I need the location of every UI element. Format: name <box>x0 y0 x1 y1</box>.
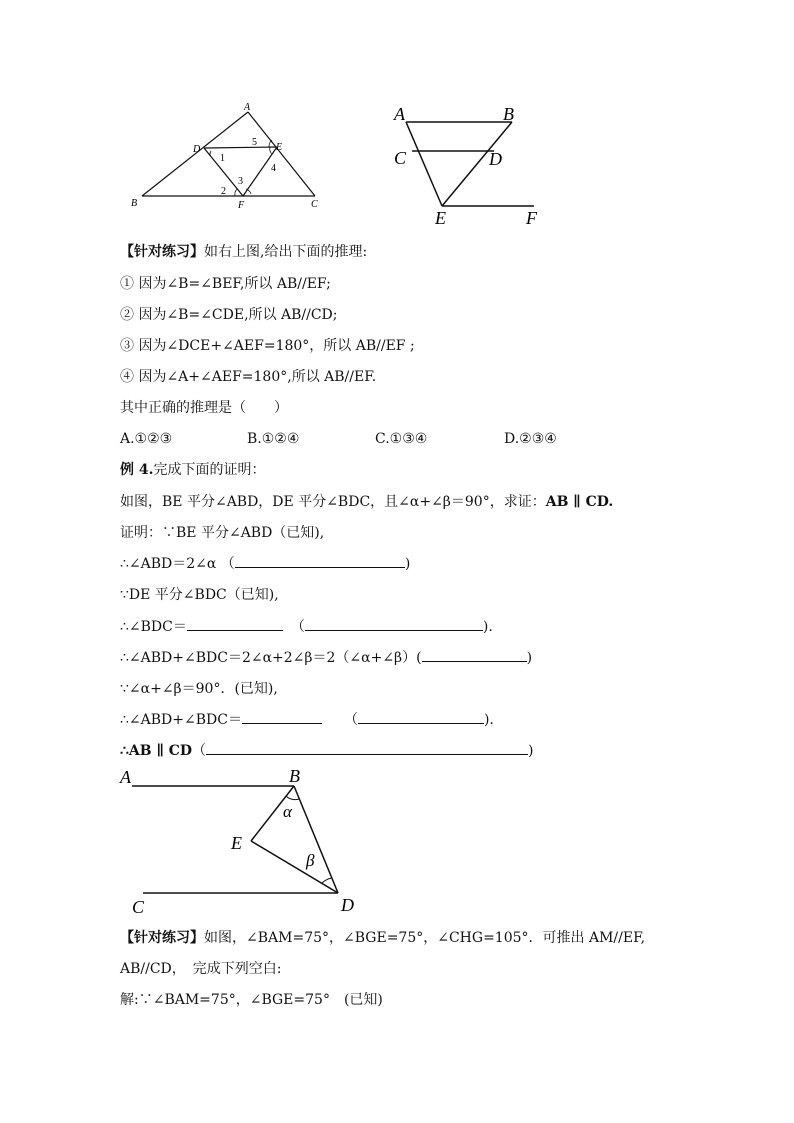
proof-line-6-text: ∴∠ABD+∠BDC＝ <box>120 712 242 728</box>
practice1-title: 【针对练习】 <box>120 244 204 260</box>
practice1-item-1: ① 因为∠B=∠BEF,所以 AB//EF; <box>120 276 331 292</box>
label-f: F <box>238 200 245 211</box>
statement-text: 如图，BE 平分∠ABD，DE 平分∠BDC，且∠α+∠β＝90°，求证： <box>120 494 546 510</box>
label-d: D <box>341 895 354 915</box>
line-de <box>204 147 277 148</box>
angle-2: 2 <box>221 186 226 197</box>
proof-line-7-text: ∴AB ∥ CD <box>120 743 193 759</box>
practice1-question: 其中正确的推理是（ ） <box>120 400 288 416</box>
label-alpha: α <box>283 802 292 821</box>
proof-line-6-open: （ <box>343 712 358 728</box>
label-d: D <box>193 144 201 155</box>
option-b: B.①②④ <box>247 431 300 447</box>
angle-1: 1 <box>220 153 225 164</box>
blank-3[interactable] <box>305 618 483 631</box>
example4-heading <box>120 461 266 479</box>
proof-line-3-close: ). <box>482 619 493 635</box>
label-b: B <box>503 104 514 124</box>
practice2-line-1 <box>120 929 645 947</box>
label-c: C <box>394 148 407 168</box>
proof-line-6 <box>120 711 494 729</box>
practice2-line-1-text: 如图，∠BAM=75°，∠BGE=75°，∠CHG=105°．可推出 AM//EF, <box>204 930 646 946</box>
blank-7[interactable] <box>206 742 528 755</box>
label-b: B <box>289 766 300 786</box>
line-ed <box>251 841 338 893</box>
proof-line-5: ∵∠α+∠β＝90°．(已知), <box>120 681 278 697</box>
blank-6[interactable] <box>358 711 484 724</box>
angle-5: 5 <box>252 137 257 148</box>
practice1-item-2: ② 因为∠B=∠CDE,所以 AB//CD; <box>120 307 338 323</box>
proof-line-1-close: ) <box>404 556 411 572</box>
label-b: B <box>131 198 138 209</box>
statement-goal: AB ∥ CD. <box>545 494 614 510</box>
proof-line-7-open: （ <box>192 743 207 759</box>
figure-abcde-alpha-beta <box>118 765 368 915</box>
label-a: A <box>244 102 251 113</box>
label-a: A <box>394 104 405 124</box>
proof-line-6-close: ). <box>483 712 494 728</box>
option-d: D.②③④ <box>504 431 557 447</box>
practice2-title: 【针对练习】 <box>120 930 204 946</box>
practice1-intro-text: 如右上图,给出下面的推理: <box>204 244 368 260</box>
proof-line-1 <box>120 555 410 573</box>
label-d: D <box>489 149 502 169</box>
proof-line-7-close: ) <box>528 743 534 759</box>
figure-triangle-def <box>125 100 325 210</box>
blank-4[interactable] <box>422 649 527 662</box>
label-e: E <box>231 833 242 853</box>
label-e: E <box>435 208 446 228</box>
proof-line-7 <box>120 742 534 760</box>
line-ac <box>248 112 315 196</box>
label-beta: β <box>306 851 315 870</box>
blank-2[interactable] <box>187 618 283 631</box>
label-c: C <box>132 897 145 917</box>
label-c: C <box>311 199 318 210</box>
proof-line-4-close: ) <box>526 650 533 666</box>
blank-1[interactable] <box>235 555 405 568</box>
proof-line-2: ∵DE 平分∠BDC（已知), <box>120 587 279 603</box>
proof-line-1-text: ∴∠ABD＝2∠α （ <box>120 556 235 572</box>
angle-4: 4 <box>271 163 276 174</box>
proof-line-3 <box>120 618 493 636</box>
label-f: F <box>526 208 537 228</box>
example4-title: 例 4. <box>120 462 154 478</box>
example4-statement <box>120 493 613 511</box>
angle-3: 3 <box>238 176 243 187</box>
option-a: A.①②③ <box>120 431 173 447</box>
label-a: A <box>120 767 131 787</box>
proof-line-3-text: ∴∠BDC＝ <box>120 619 187 635</box>
proof-start: 证明：∵BE 平分∠ABD（已知), <box>120 525 325 541</box>
proof-line-3-open: （ <box>290 619 305 635</box>
line-ae <box>406 122 442 206</box>
proof-line-4 <box>120 649 532 667</box>
label-e: E <box>276 142 283 153</box>
example4-title-rest: 完成下面的证明： <box>153 462 266 478</box>
blank-5[interactable] <box>242 711 322 724</box>
figure-abcdef <box>390 102 550 227</box>
practice2-line-2: AB//CD， 完成下列空白: <box>120 961 282 977</box>
practice2-line-3: 解:∵∠BAM=75°，∠BGE=75° (已知) <box>120 992 383 1008</box>
proof-line-4-text: ∴∠ABD+∠BDC＝2∠α+2∠β＝2（∠α+∠β）( <box>120 650 422 666</box>
practice1-intro <box>120 243 367 261</box>
line-bd <box>294 786 338 893</box>
practice1-item-4: ④ 因为∠A+∠AEF=180°,所以 AB//EF. <box>120 369 377 385</box>
practice1-item-3: ③ 因为∠DCE+∠AEF=180°，所以 AB//EF ; <box>120 338 415 354</box>
option-c: C.①③④ <box>375 431 428 447</box>
